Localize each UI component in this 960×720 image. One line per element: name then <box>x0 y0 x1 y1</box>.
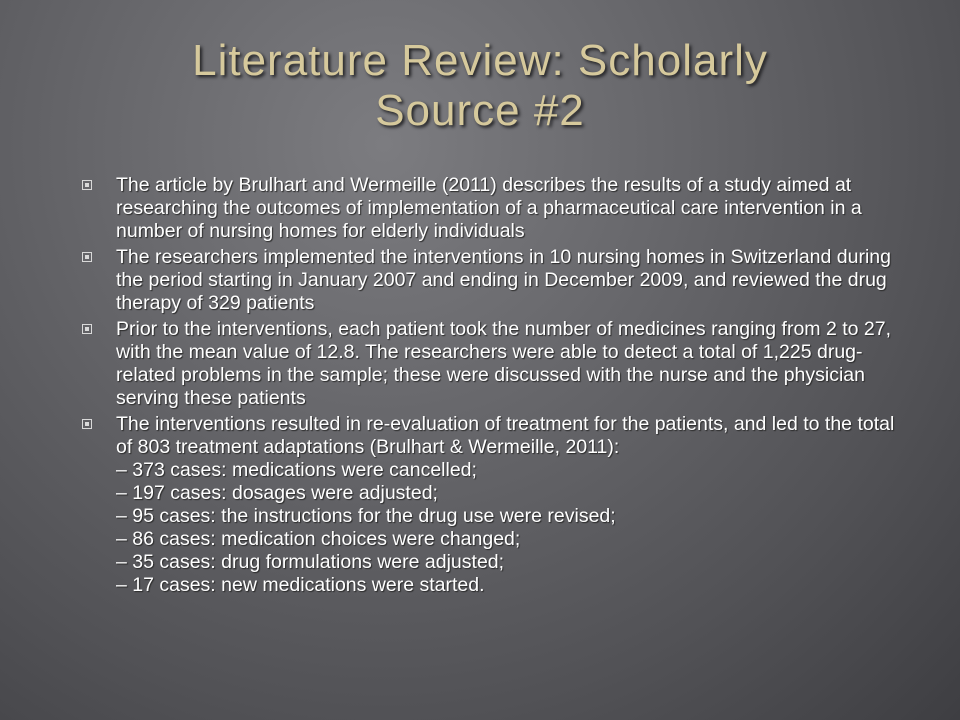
bullet-square-icon <box>82 419 92 429</box>
title-line-1: Literature Review: Scholarly <box>192 36 768 85</box>
bullet-square-icon <box>82 180 92 190</box>
bullet-text: Prior to the interventions, each patient took the number of medicines ranging from 2 to 27, with the mean value of 12.8. The researchers were able to detect a total of 1,225 drug-related problems in the sample; these were discussed with the nurse and the physician serving these patients <box>116 318 892 409</box>
sub-item: – 35 cases: drug formulations were adjusted; <box>116 551 505 573</box>
bullet-item <box>82 413 912 597</box>
title-line-2: Source #2 <box>375 86 585 135</box>
sub-item: – 86 cases: medication choices were changed; <box>116 528 521 550</box>
sub-item: – 95 cases: the instructions for the drug use were revised; <box>116 505 616 527</box>
bullet-item <box>82 246 912 315</box>
bullet-text: The researchers implemented the interventions in 10 nursing homes in Switzerland during the period starting in January 2007 and ending in December 2009, and reviewed the drug therapy of 329 patients <box>116 246 891 314</box>
slide-title <box>60 36 900 136</box>
bullet-item <box>82 318 912 410</box>
slide-body <box>82 174 912 600</box>
bullet-square-icon <box>82 252 92 262</box>
sub-item: – 17 cases: new medications were started. <box>116 574 485 596</box>
bullet-text: The interventions resulted in re-evaluation of treatment for the patients, and led to the total of 803 treatment adaptations (Brulhart & Wermeille, 2011): <box>116 413 895 458</box>
bullet-square-icon <box>82 324 92 334</box>
sub-item: – 197 cases: dosages were adjusted; <box>116 482 438 504</box>
sub-item: – 373 cases: medications were cancelled; <box>116 459 477 481</box>
bullet-item <box>82 174 912 243</box>
bullet-text: The article by Brulhart and Wermeille (2011) describes the results of a study aimed at researching the outcomes of implementation of a pharmaceutical care intervention in a number of nursing homes for elderly individuals <box>116 174 862 242</box>
